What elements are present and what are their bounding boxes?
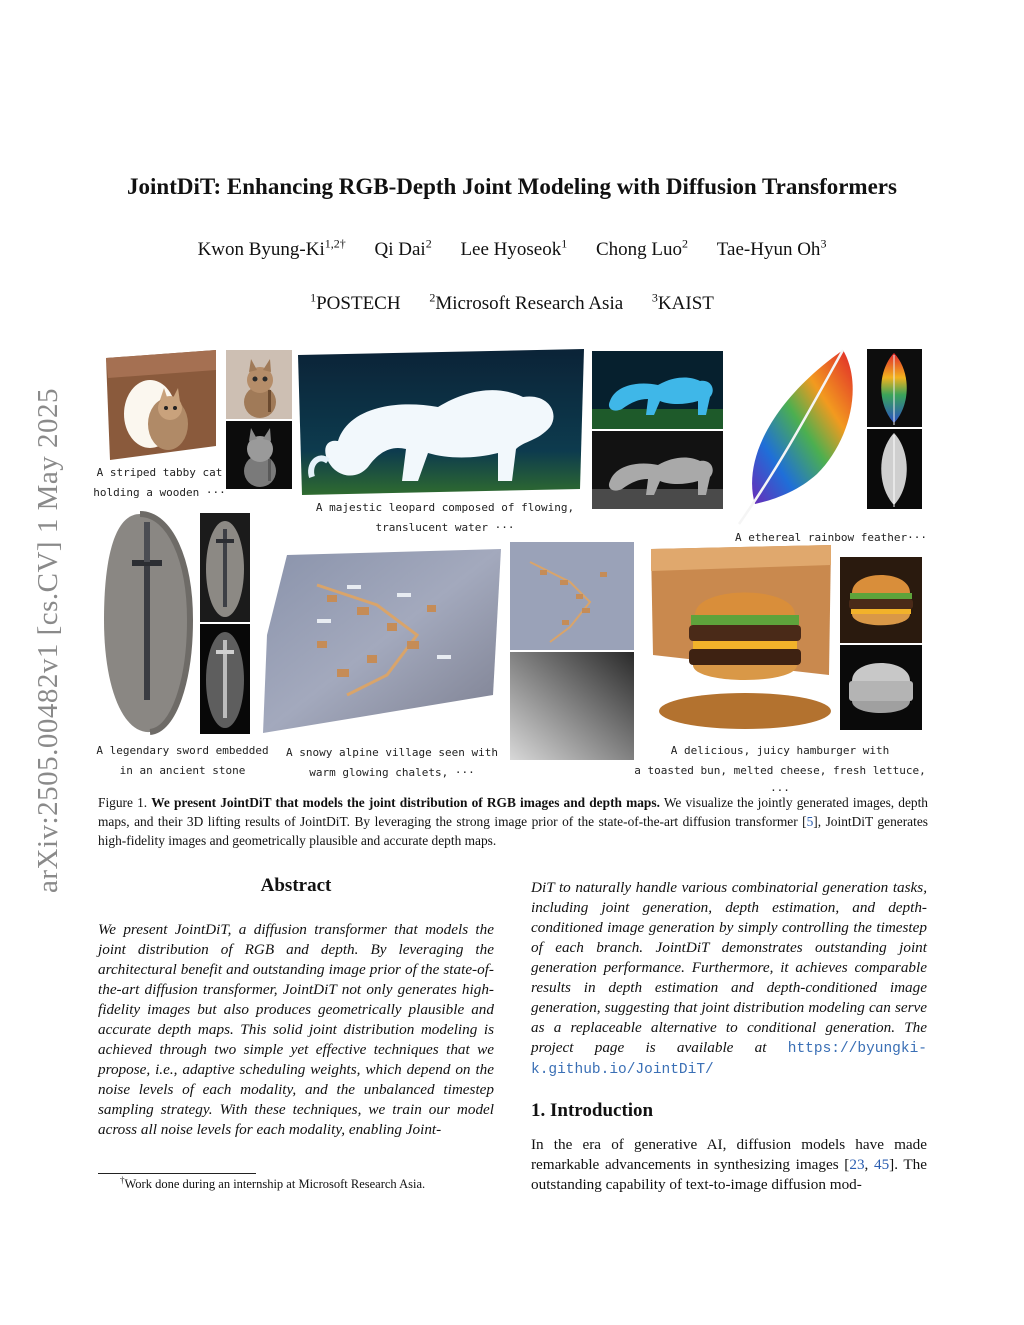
figure-caption: Figure 1. We present JointDiT that models the joint distribution of RGB images and depth maps. We visualize the jointly generated images, depth maps, and their 3D lifting results of JointDiT. By leveraging the strong image prior of the state-of-the-art diffusion transformer [5], JointDiT generates high-fidelity images and geometrically plausible and accurate depth maps. bbox=[98, 795, 929, 848]
author: Chong Luo$^2$ bbox=[595, 236, 689, 260]
abstract-heading: Abstract bbox=[260, 875, 332, 896]
caption-leopard: A majestic leopard composed of flowing, translucent water ··· bbox=[315, 501, 575, 534]
feather-depth-image bbox=[867, 429, 922, 509]
arxiv-stamp bbox=[28, 350, 68, 930]
leopard-rgb-image bbox=[592, 351, 723, 429]
caption-burger: A delicious, juicy hamburger with a toasted bun, melted cheese, fresh lettuce, ··· bbox=[634, 744, 926, 797]
burger-depth-image bbox=[840, 645, 922, 730]
introduction-text: In the era of generative AI, diffusion models have made remarkable advancements in synthesizing images [23, 45]. The outstanding capability of text-to-image diffusion mod- bbox=[531, 1136, 927, 1193]
citation-link[interactable]: 5 bbox=[806, 814, 814, 829]
cat-depth-image bbox=[226, 421, 292, 489]
burger-rgb-image bbox=[840, 557, 922, 643]
affiliation: $^2$Microsoft Research Asia bbox=[429, 290, 624, 314]
introduction-heading: 1. Introduction bbox=[531, 1100, 654, 1121]
footnote-rule bbox=[98, 1173, 256, 1174]
author: Tae-Hyun Oh$^3$ bbox=[716, 236, 827, 260]
village-3d-lift-image bbox=[257, 545, 503, 735]
abstract-text-right: DiT to naturally handle various combinatorial generation tasks, including joint generation, depth estimation, and depth-conditioned image generation by simply controlling the timestep of each branch. JointDiT demonstrates outstanding joint generation performance. Furthermore, it achieves comparable results in depth estimation and depth-conditioned image generation, suggesting that joint distribution modeling can serve as a replaceable alternative to conditional generation. The project page is available at https://byungki-k.github.io/JointDiT/ bbox=[531, 879, 927, 1078]
village-rgb-image bbox=[510, 542, 634, 650]
caption-feather: A ethereal rainbow feather··· bbox=[734, 531, 928, 544]
caption-village: A snowy alpine village seen with warm glowing chalets, ··· bbox=[286, 746, 498, 779]
caption-sword: A legendary sword embedded in an ancient stone bbox=[96, 744, 269, 777]
leopard-depth-image bbox=[592, 431, 723, 509]
leopard-3d-lift-image bbox=[298, 349, 584, 495]
cat-rgb-image bbox=[226, 350, 292, 419]
author: Lee Hyoseok$^1$ bbox=[460, 236, 568, 260]
cat-3d-lift-image bbox=[100, 350, 220, 462]
author-list bbox=[0, 236, 1024, 261]
village-depth-image bbox=[510, 652, 634, 760]
author: Qi Dai$^2$ bbox=[374, 236, 432, 260]
affiliation: $^3$KAIST bbox=[651, 290, 714, 314]
feather-3d-lift-image bbox=[733, 344, 863, 529]
affiliation-list bbox=[0, 290, 1024, 315]
affiliation: $^1$POSTECH bbox=[310, 290, 401, 314]
footnote: †Work done during an internship at Microsoft Research Asia. bbox=[120, 1174, 426, 1191]
paper-title: JointDiT: Enhancing RGB-Depth Joint Modeling with Diffusion Transformers bbox=[127, 174, 897, 199]
sword-rgb-image bbox=[200, 513, 250, 622]
abstract-text-left: We present JointDiT, a diffusion transformer that models the joint distribution of RGB and depth. By leveraging the architectural benefit and outstanding image prior of the state-of-the-art diffusion transformer, JointDiT not only generates high-fidelity images but also produces geometrically plausible and accurate depth maps. This solid joint distribution modeling is achieved through two simple yet effective techniques that we propose, i.e., adaptive scheduling weights, which depend on the noise levels of each modality, and the unbalanced timestep sampling strategy. With these techniques, we train our model across all noise levels for each modality, enabling Joint- bbox=[98, 921, 494, 1138]
citation-link[interactable]: 45 bbox=[873, 1156, 890, 1173]
figure-caption-bold: We present JointDiT that models the joint distribution of RGB images and depth maps. bbox=[151, 795, 660, 810]
author: Kwon Byung-$Ki^{1,2\dagger}$ bbox=[197, 236, 346, 260]
sword-depth-image bbox=[200, 624, 250, 734]
sword-3d-lift-image bbox=[100, 510, 193, 735]
arxiv-id: arXiv:2505.00482v1 [cs.CV] 1 May 2025 bbox=[31, 387, 64, 893]
project-url-link[interactable]: https://byungki-k.github.io/JointDiT/ bbox=[531, 1041, 927, 1078]
burger-3d-lift-image bbox=[645, 545, 835, 735]
caption-cat: A striped tabby cat holding a wooden ··· bbox=[93, 466, 226, 499]
feather-rgb-image bbox=[867, 349, 922, 427]
citation-link[interactable]: 23 bbox=[849, 1156, 865, 1173]
figure-label: Figure 1. bbox=[98, 795, 148, 810]
